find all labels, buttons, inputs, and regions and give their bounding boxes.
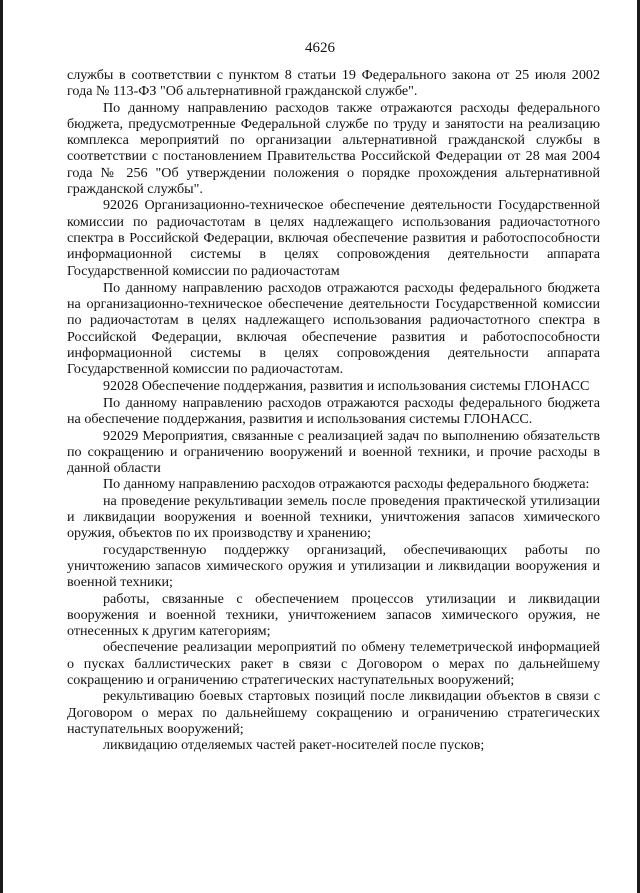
list-item: ликвидацию отделяемых частей ракет-носителей после пусков; xyxy=(103,737,485,754)
list-item: на проведение рекультивации земель после проведения практической утилизации и ликвидации вооружения и военной техники, уничтожения запасов химического оружия, объектов по их производству и хранению; xyxy=(67,492,600,542)
paragraph: По данному направлению расходов отражаются расходы федерального бюджета на организационно-техническое обеспечение деятельности Государственной комиссии по радиочастотам в целях надлежащего использования радиочастотного спектра в Российской Федерации, включая обеспечение развития и работоспособности информационной системы в целях сопровождения деятельности аппарата Государственной комиссии по радиочастотам. xyxy=(67,279,600,378)
list-item: государственную поддержку организаций, обеспечивающих работы по уничтожению запасов химического оружия и утилизации и ликвидации вооружения и военной техники; xyxy=(67,541,600,591)
list-item: обеспечение реализации мероприятий по обмену телеметрической информацией о пусках баллистических ракет в связи с Договором о мерах по дальнейшему сокращению и ограничению стратегических наступательных вооружений; xyxy=(67,639,600,688)
paragraph: По данному направлению расходов отражаются расходы федерального бюджета: xyxy=(103,476,590,493)
paragraph-section-92029: 92029 Мероприятия, связанные с реализацией задач по выполнению обязательств по сокращению и ограничению вооружений и военной техники, и прочие расходы в данной области xyxy=(67,427,600,477)
paragraph: По данному направлению расходов также отражаются расходы федерального бюджета, предусмотренные Федеральной службе по труду и занятости на реализацию комплекса мероприятий по организации альтернативной гражданской службы в соответствии с постановлением Правительства Российской Федерации от 28 мая 2004 года № 256 "Об утверждении положения о порядке прохождения альтернативной гражданской службы". xyxy=(67,99,600,198)
paragraph: По данному направлению расходов отражаются расходы федерального бюджета на обеспечение поддержания, развития и использования системы ГЛОНАСС. xyxy=(67,394,600,428)
list-item: работы, связанные с обеспечением процессов утилизации и ликвидации вооружения и военной техники, уничтожением запасов химического оружия, не отнесенных к другим категориям; xyxy=(67,590,600,640)
list-item: рекультивацию боевых стартовых позиций после ликвидации объектов в связи с Договором о мерах по дальнейшему сокращению и ограничению стратегических наступательных вооружений; xyxy=(67,688,600,737)
page-number: 4626 xyxy=(305,40,335,56)
paragraph-section-92028: 92028 Обеспечение поддержания, развития и использования системы ГЛОНАСС xyxy=(103,377,590,394)
paragraph-section-92026: 92026 Организационно-техническое обеспечение деятельности Государственной комиссии по радиочастотам в целях надлежащего использования радиочастотного спектра в Российской Федерации, включая обеспечение развития и работоспособности информационной системы в целях сопровождения деятельности аппарата Государственной комиссии по радиочастотам xyxy=(67,197,600,279)
paragraph: службы в соответствии с пунктом 8 статьи 19 Федерального закона от 25 июля 2002 года № 113-ФЗ "Об альтернативной гражданской службе". xyxy=(67,67,600,100)
document-body xyxy=(67,67,600,753)
scan-border-left xyxy=(0,0,3,893)
